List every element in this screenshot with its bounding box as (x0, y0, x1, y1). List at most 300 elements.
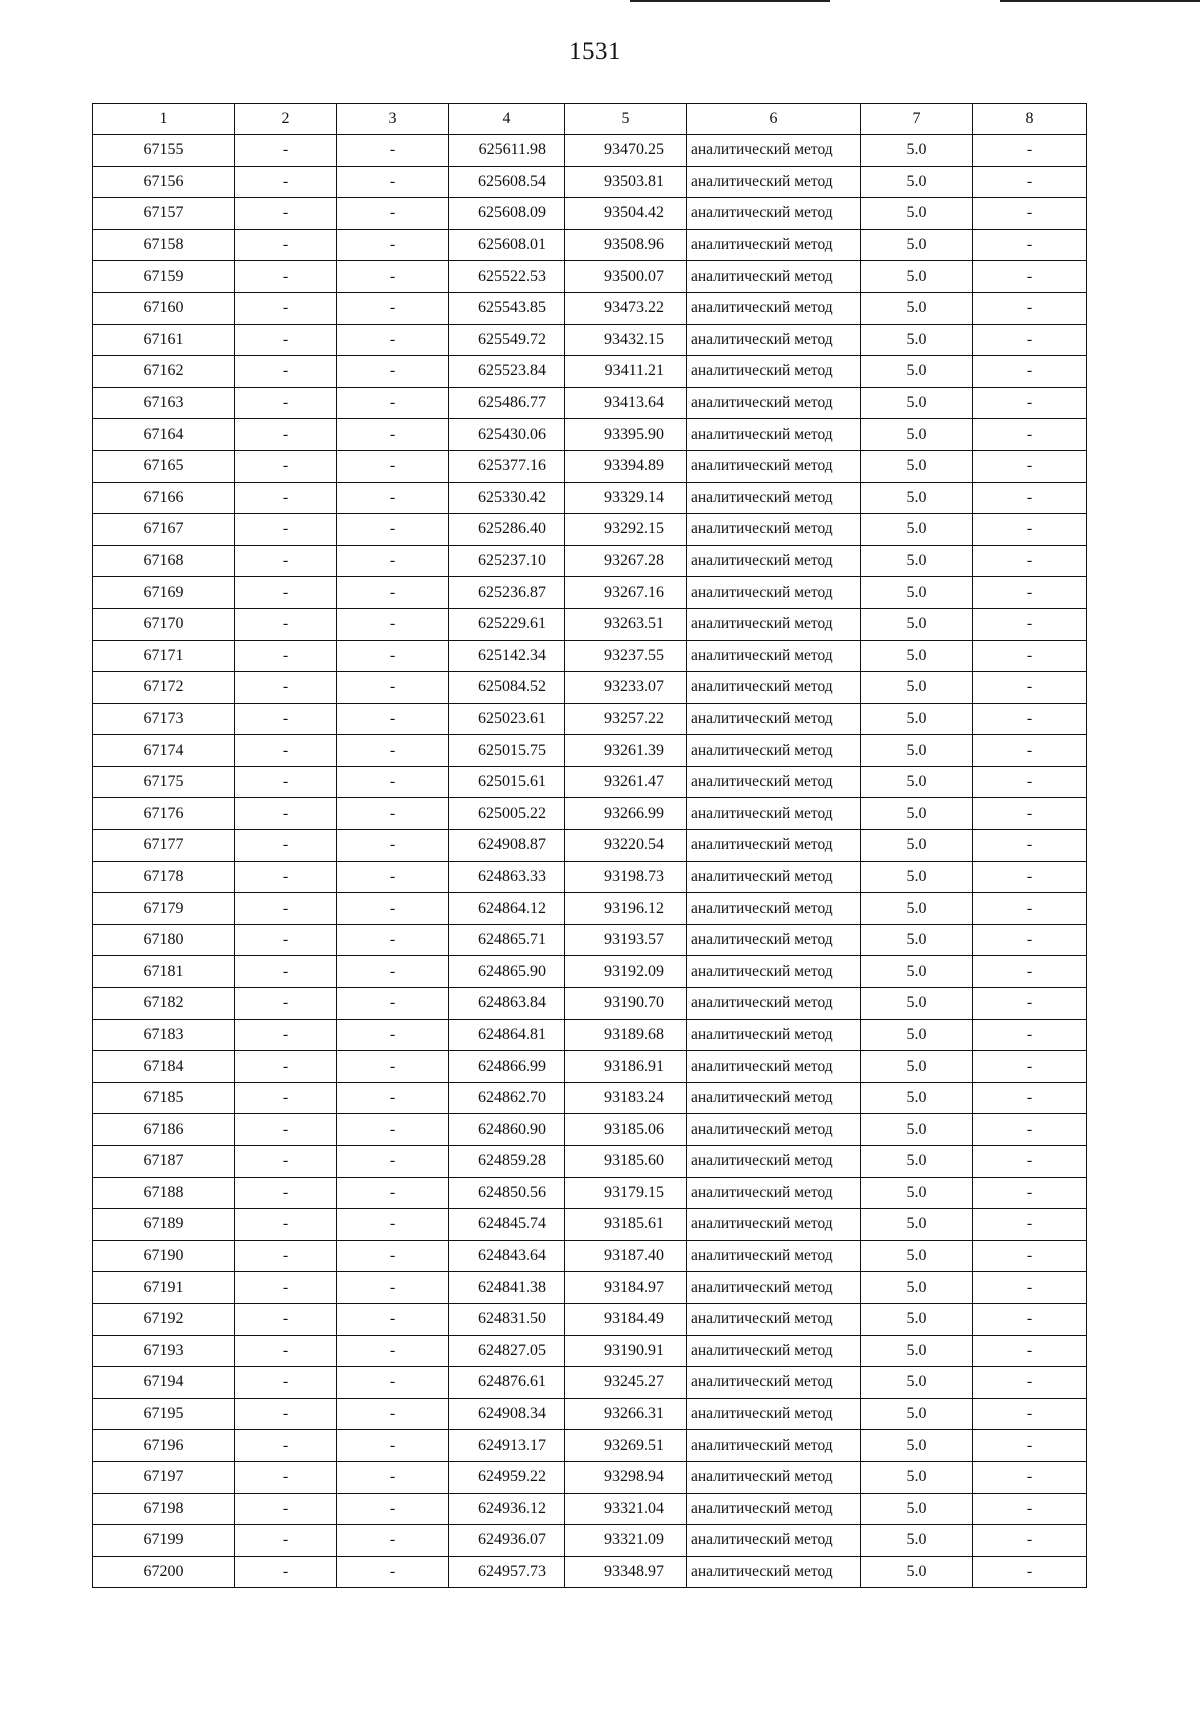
cell-col-3: - (337, 514, 449, 546)
cell-col-8: - (973, 1146, 1087, 1178)
cell-coord-x: 624859.28 (449, 1146, 565, 1178)
table-row (93, 135, 1087, 167)
cell-point-number: 67160 (93, 292, 235, 324)
cell-accuracy: 5.0 (861, 735, 973, 767)
cell-accuracy: 5.0 (861, 830, 973, 862)
cell-coord-y: 93245.27 (565, 1367, 687, 1399)
cell-coord-y: 93190.91 (565, 1335, 687, 1367)
table-row (93, 861, 1087, 893)
cell-accuracy: 5.0 (861, 419, 973, 451)
cell-col-3: - (337, 1240, 449, 1272)
cell-coord-y: 93269.51 (565, 1430, 687, 1462)
cell-accuracy: 5.0 (861, 1398, 973, 1430)
cell-col-3: - (337, 135, 449, 167)
cell-col-3: - (337, 1367, 449, 1399)
cell-coord-y: 93196.12 (565, 893, 687, 925)
table-row (93, 229, 1087, 261)
cell-col-8: - (973, 1367, 1087, 1399)
cell-col-8: - (973, 1114, 1087, 1146)
table-row (93, 830, 1087, 862)
cell-col-2: - (235, 861, 337, 893)
table-row (93, 640, 1087, 672)
table-row (93, 1398, 1087, 1430)
cell-method: аналитический метод (687, 1430, 861, 1462)
cell-coord-x: 625611.98 (449, 135, 565, 167)
cell-method: аналитический метод (687, 482, 861, 514)
cell-col-3: - (337, 545, 449, 577)
cell-coord-x: 625608.09 (449, 198, 565, 230)
cell-accuracy: 5.0 (861, 1209, 973, 1241)
cell-accuracy: 5.0 (861, 482, 973, 514)
cell-coord-y: 93261.47 (565, 766, 687, 798)
cell-point-number: 67181 (93, 956, 235, 988)
cell-col-8: - (973, 419, 1087, 451)
cell-point-number: 67182 (93, 988, 235, 1020)
column-header-2: 2 (235, 104, 337, 135)
column-header-7: 7 (861, 104, 973, 135)
cell-col-2: - (235, 1556, 337, 1588)
cell-col-8: - (973, 830, 1087, 862)
column-header-4: 4 (449, 104, 565, 135)
cell-col-2: - (235, 198, 337, 230)
cell-method: аналитический метод (687, 766, 861, 798)
cell-col-2: - (235, 1398, 337, 1430)
table-row (93, 514, 1087, 546)
cell-col-2: - (235, 1335, 337, 1367)
cell-col-2: - (235, 545, 337, 577)
cell-method: аналитический метод (687, 1177, 861, 1209)
cell-col-3: - (337, 640, 449, 672)
cell-col-2: - (235, 419, 337, 451)
cell-method: аналитический метод (687, 324, 861, 356)
cell-coord-y: 93189.68 (565, 1019, 687, 1051)
table-row (93, 735, 1087, 767)
cell-col-2: - (235, 482, 337, 514)
cell-col-2: - (235, 703, 337, 735)
table-row (93, 1177, 1087, 1209)
cell-col-3: - (337, 608, 449, 640)
cell-point-number: 67185 (93, 1082, 235, 1114)
cell-col-2: - (235, 1146, 337, 1178)
cell-col-2: - (235, 988, 337, 1020)
cell-point-number: 67158 (93, 229, 235, 261)
cell-accuracy: 5.0 (861, 766, 973, 798)
cell-coord-x: 624841.38 (449, 1272, 565, 1304)
cell-coord-x: 624936.07 (449, 1525, 565, 1557)
table-row (93, 482, 1087, 514)
table-row (93, 893, 1087, 925)
scan-edge-line (630, 0, 830, 2)
cell-col-2: - (235, 1430, 337, 1462)
cell-coord-x: 624865.90 (449, 956, 565, 988)
cell-coord-x: 624908.34 (449, 1398, 565, 1430)
column-header-8: 8 (973, 104, 1087, 135)
cell-col-2: - (235, 577, 337, 609)
cell-method: аналитический метод (687, 1303, 861, 1335)
cell-col-8: - (973, 1209, 1087, 1241)
cell-col-3: - (337, 419, 449, 451)
cell-point-number: 67173 (93, 703, 235, 735)
cell-col-2: - (235, 640, 337, 672)
table-row (93, 1367, 1087, 1399)
cell-coord-x: 625084.52 (449, 672, 565, 704)
cell-coord-x: 624845.74 (449, 1209, 565, 1241)
cell-accuracy: 5.0 (861, 545, 973, 577)
cell-method: аналитический метод (687, 135, 861, 167)
cell-col-2: - (235, 1367, 337, 1399)
cell-col-8: - (973, 1082, 1087, 1114)
cell-col-2: - (235, 135, 337, 167)
cell-coord-y: 93500.07 (565, 261, 687, 293)
cell-method: аналитический метод (687, 1146, 861, 1178)
cell-method: аналитический метод (687, 1272, 861, 1304)
cell-accuracy: 5.0 (861, 387, 973, 419)
cell-method: аналитический метод (687, 1019, 861, 1051)
cell-col-2: - (235, 766, 337, 798)
table-row (93, 1019, 1087, 1051)
cell-point-number: 67196 (93, 1430, 235, 1462)
cell-col-8: - (973, 166, 1087, 198)
cell-point-number: 67179 (93, 893, 235, 925)
cell-col-2: - (235, 166, 337, 198)
cell-method: аналитический метод (687, 924, 861, 956)
table-row (93, 1525, 1087, 1557)
cell-method: аналитический метод (687, 514, 861, 546)
cell-coord-x: 624863.84 (449, 988, 565, 1020)
cell-point-number: 67188 (93, 1177, 235, 1209)
table-row (93, 1556, 1087, 1588)
cell-col-2: - (235, 798, 337, 830)
cell-accuracy: 5.0 (861, 1019, 973, 1051)
cell-method: аналитический метод (687, 387, 861, 419)
cell-accuracy: 5.0 (861, 1272, 973, 1304)
cell-coord-y: 93185.60 (565, 1146, 687, 1178)
column-header-5: 5 (565, 104, 687, 135)
cell-point-number: 67166 (93, 482, 235, 514)
cell-accuracy: 5.0 (861, 1430, 973, 1462)
cell-method: аналитический метод (687, 988, 861, 1020)
cell-method: аналитический метод (687, 1335, 861, 1367)
cell-point-number: 67155 (93, 135, 235, 167)
cell-col-3: - (337, 735, 449, 767)
cell-accuracy: 5.0 (861, 672, 973, 704)
cell-coord-x: 625549.72 (449, 324, 565, 356)
cell-coord-y: 93413.64 (565, 387, 687, 419)
cell-col-8: - (973, 1272, 1087, 1304)
cell-col-3: - (337, 956, 449, 988)
cell-coord-x: 624936.12 (449, 1493, 565, 1525)
cell-col-8: - (973, 1525, 1087, 1557)
table-row (93, 1335, 1087, 1367)
cell-accuracy: 5.0 (861, 450, 973, 482)
cell-col-3: - (337, 830, 449, 862)
cell-coord-y: 93394.89 (565, 450, 687, 482)
cell-coord-y: 93185.61 (565, 1209, 687, 1241)
cell-col-3: - (337, 1272, 449, 1304)
cell-point-number: 67172 (93, 672, 235, 704)
cell-col-8: - (973, 545, 1087, 577)
cell-coord-y: 93267.16 (565, 577, 687, 609)
cell-col-2: - (235, 1114, 337, 1146)
cell-accuracy: 5.0 (861, 1335, 973, 1367)
cell-accuracy: 5.0 (861, 608, 973, 640)
cell-coord-y: 93395.90 (565, 419, 687, 451)
cell-col-2: - (235, 1461, 337, 1493)
table-row (93, 1430, 1087, 1462)
cell-col-2: - (235, 1019, 337, 1051)
cell-method: аналитический метод (687, 450, 861, 482)
cell-coord-x: 624913.17 (449, 1430, 565, 1462)
cell-point-number: 67161 (93, 324, 235, 356)
column-header-6: 6 (687, 104, 861, 135)
cell-coord-y: 93267.28 (565, 545, 687, 577)
cell-col-8: - (973, 1493, 1087, 1525)
cell-point-number: 67190 (93, 1240, 235, 1272)
cell-coord-y: 93183.24 (565, 1082, 687, 1114)
cell-coord-y: 93508.96 (565, 229, 687, 261)
table-row (93, 988, 1087, 1020)
cell-coord-x: 624862.70 (449, 1082, 565, 1114)
table-header-row (93, 104, 1087, 135)
cell-col-8: - (973, 292, 1087, 324)
cell-col-2: - (235, 261, 337, 293)
cell-col-3: - (337, 1146, 449, 1178)
cell-col-2: - (235, 1493, 337, 1525)
cell-col-3: - (337, 356, 449, 388)
table-row (93, 608, 1087, 640)
cell-col-3: - (337, 1019, 449, 1051)
cell-method: аналитический метод (687, 640, 861, 672)
cell-col-3: - (337, 166, 449, 198)
cell-point-number: 67167 (93, 514, 235, 546)
cell-col-8: - (973, 1461, 1087, 1493)
cell-col-8: - (973, 703, 1087, 735)
cell-col-3: - (337, 577, 449, 609)
cell-method: аналитический метод (687, 545, 861, 577)
cell-col-8: - (973, 861, 1087, 893)
cell-coord-y: 93411.21 (565, 356, 687, 388)
cell-point-number: 67168 (93, 545, 235, 577)
cell-point-number: 67180 (93, 924, 235, 956)
column-header-1: 1 (93, 104, 235, 135)
cell-accuracy: 5.0 (861, 1240, 973, 1272)
cell-accuracy: 5.0 (861, 988, 973, 1020)
cell-point-number: 67165 (93, 450, 235, 482)
cell-col-8: - (973, 135, 1087, 167)
cell-point-number: 67170 (93, 608, 235, 640)
cell-col-8: - (973, 1303, 1087, 1335)
cell-col-2: - (235, 450, 337, 482)
table-row (93, 324, 1087, 356)
cell-method: аналитический метод (687, 1461, 861, 1493)
cell-coord-y: 93266.99 (565, 798, 687, 830)
cell-col-8: - (973, 1556, 1087, 1588)
cell-coord-x: 625486.77 (449, 387, 565, 419)
cell-method: аналитический метод (687, 798, 861, 830)
cell-coord-y: 93321.04 (565, 1493, 687, 1525)
cell-coord-y: 93192.09 (565, 956, 687, 988)
cell-accuracy: 5.0 (861, 1177, 973, 1209)
cell-accuracy: 5.0 (861, 1367, 973, 1399)
page-number: 1531 (569, 38, 621, 65)
cell-point-number: 67176 (93, 798, 235, 830)
cell-coord-x: 625430.06 (449, 419, 565, 451)
cell-method: аналитический метод (687, 356, 861, 388)
cell-coord-y: 93187.40 (565, 1240, 687, 1272)
cell-col-8: - (973, 324, 1087, 356)
table-row (93, 198, 1087, 230)
cell-accuracy: 5.0 (861, 924, 973, 956)
cell-col-2: - (235, 735, 337, 767)
cell-coord-x: 625543.85 (449, 292, 565, 324)
cell-col-8: - (973, 482, 1087, 514)
cell-accuracy: 5.0 (861, 640, 973, 672)
cell-col-8: - (973, 956, 1087, 988)
cell-col-2: - (235, 324, 337, 356)
cell-coord-y: 93193.57 (565, 924, 687, 956)
cell-method: аналитический метод (687, 166, 861, 198)
cell-col-3: - (337, 1556, 449, 1588)
cell-accuracy: 5.0 (861, 514, 973, 546)
cell-point-number: 67178 (93, 861, 235, 893)
table-row (93, 261, 1087, 293)
cell-col-3: - (337, 198, 449, 230)
table-row (93, 1051, 1087, 1083)
cell-coord-x: 624866.99 (449, 1051, 565, 1083)
cell-accuracy: 5.0 (861, 166, 973, 198)
cell-accuracy: 5.0 (861, 1082, 973, 1114)
cell-col-8: - (973, 514, 1087, 546)
cell-col-3: - (337, 1398, 449, 1430)
table-row (93, 419, 1087, 451)
cell-col-8: - (973, 1430, 1087, 1462)
cell-point-number: 67199 (93, 1525, 235, 1557)
cell-col-2: - (235, 1303, 337, 1335)
cell-point-number: 67162 (93, 356, 235, 388)
cell-coord-x: 624957.73 (449, 1556, 565, 1588)
cell-col-3: - (337, 893, 449, 925)
cell-coord-x: 624908.87 (449, 830, 565, 862)
cell-col-8: - (973, 356, 1087, 388)
cell-col-8: - (973, 1177, 1087, 1209)
cell-point-number: 67195 (93, 1398, 235, 1430)
cell-coord-x: 624864.12 (449, 893, 565, 925)
table-row (93, 356, 1087, 388)
cell-coord-x: 624860.90 (449, 1114, 565, 1146)
cell-coord-x: 624827.05 (449, 1335, 565, 1367)
cell-col-3: - (337, 924, 449, 956)
cell-accuracy: 5.0 (861, 1051, 973, 1083)
cell-method: аналитический метод (687, 830, 861, 862)
table-row (93, 450, 1087, 482)
cell-method: аналитический метод (687, 1051, 861, 1083)
cell-coord-x: 624831.50 (449, 1303, 565, 1335)
cell-coord-x: 625015.75 (449, 735, 565, 767)
cell-coord-x: 625229.61 (449, 608, 565, 640)
cell-accuracy: 5.0 (861, 135, 973, 167)
cell-col-3: - (337, 1335, 449, 1367)
cell-col-3: - (337, 450, 449, 482)
cell-col-8: - (973, 608, 1087, 640)
cell-coord-x: 625523.84 (449, 356, 565, 388)
cell-coord-x: 625236.87 (449, 577, 565, 609)
cell-point-number: 67159 (93, 261, 235, 293)
cell-coord-y: 93263.51 (565, 608, 687, 640)
cell-col-8: - (973, 1398, 1087, 1430)
cell-accuracy: 5.0 (861, 324, 973, 356)
table-row (93, 1303, 1087, 1335)
cell-method: аналитический метод (687, 608, 861, 640)
cell-coord-y: 93504.42 (565, 198, 687, 230)
cell-col-3: - (337, 229, 449, 261)
cell-coord-x: 625330.42 (449, 482, 565, 514)
cell-accuracy: 5.0 (861, 577, 973, 609)
cell-col-8: - (973, 766, 1087, 798)
cell-accuracy: 5.0 (861, 198, 973, 230)
table-row (93, 672, 1087, 704)
cell-col-2: - (235, 1525, 337, 1557)
cell-coord-y: 93220.54 (565, 830, 687, 862)
cell-method: аналитический метод (687, 1240, 861, 1272)
cell-coord-x: 624863.33 (449, 861, 565, 893)
cell-point-number: 67200 (93, 1556, 235, 1588)
cell-coord-x: 624843.64 (449, 1240, 565, 1272)
cell-coord-y: 93261.39 (565, 735, 687, 767)
cell-coord-y: 93233.07 (565, 672, 687, 704)
cell-col-8: - (973, 198, 1087, 230)
column-header-3: 3 (337, 104, 449, 135)
cell-col-3: - (337, 1430, 449, 1462)
table-row (93, 1082, 1087, 1114)
cell-accuracy: 5.0 (861, 861, 973, 893)
cell-col-2: - (235, 1082, 337, 1114)
cell-col-3: - (337, 1525, 449, 1557)
cell-coord-y: 93185.06 (565, 1114, 687, 1146)
cell-coord-y: 93348.97 (565, 1556, 687, 1588)
cell-coord-y: 93190.70 (565, 988, 687, 1020)
cell-col-2: - (235, 387, 337, 419)
cell-col-8: - (973, 924, 1087, 956)
cell-method: аналитический метод (687, 1525, 861, 1557)
table-row (93, 924, 1087, 956)
cell-method: аналитический метод (687, 419, 861, 451)
cell-point-number: 67184 (93, 1051, 235, 1083)
cell-point-number: 67191 (93, 1272, 235, 1304)
cell-coord-x: 625142.34 (449, 640, 565, 672)
cell-accuracy: 5.0 (861, 956, 973, 988)
cell-col-3: - (337, 482, 449, 514)
cell-point-number: 67186 (93, 1114, 235, 1146)
cell-accuracy: 5.0 (861, 229, 973, 261)
cell-col-3: - (337, 1461, 449, 1493)
cell-coord-y: 93186.91 (565, 1051, 687, 1083)
cell-method: аналитический метод (687, 861, 861, 893)
table-body (93, 135, 1087, 1588)
table-row (93, 703, 1087, 735)
cell-method: аналитический метод (687, 261, 861, 293)
cell-method: аналитический метод (687, 956, 861, 988)
cell-coord-x: 624850.56 (449, 1177, 565, 1209)
cell-coord-y: 93179.15 (565, 1177, 687, 1209)
cell-col-3: - (337, 1493, 449, 1525)
cell-col-3: - (337, 1114, 449, 1146)
table-row (93, 1146, 1087, 1178)
cell-point-number: 67164 (93, 419, 235, 451)
cell-coord-y: 93329.14 (565, 482, 687, 514)
cell-col-8: - (973, 577, 1087, 609)
cell-point-number: 67192 (93, 1303, 235, 1335)
cell-coord-x: 624864.81 (449, 1019, 565, 1051)
